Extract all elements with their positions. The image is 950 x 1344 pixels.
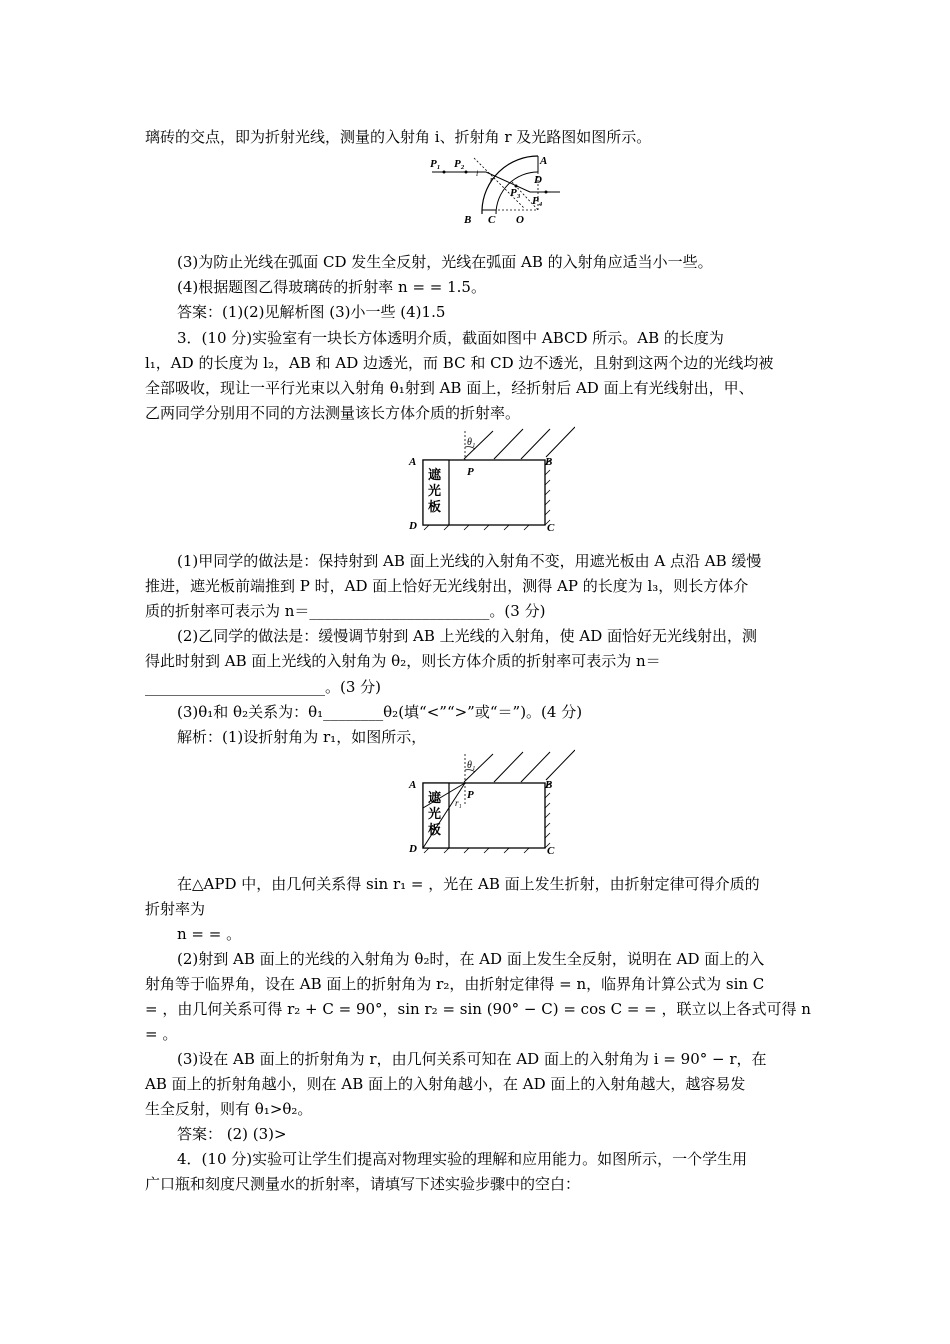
- text-line-6: l₁，AD 的长度为 l₂，AB 和 AD 边透光，而 BC 和 CD 边不透光，且射到这两个边的光线均被: [145, 354, 774, 372]
- label-i: i: [476, 169, 479, 178]
- text-line-19: n = = 。: [177, 925, 242, 943]
- text-line-29: 广口瓶和刻度尺测量水的折射率，请填写下述实验步骤中的空白：: [145, 1175, 581, 1193]
- shade-char-2: 光: [428, 483, 442, 498]
- text-line-28: 4．(10 分)实验可让学生们提高对物理实验的理解和应用能力。如图所示，一个学生用: [177, 1150, 748, 1168]
- text-line-24: (3)设在 AB 面上的折射角为 r，由几何关系可知在 AD 面上的入射角为 i = 90° − r，在: [177, 1050, 767, 1068]
- text-line-23: = 。: [145, 1025, 178, 1043]
- label-d: D: [409, 520, 417, 532]
- text-line-26: 生全反射，则有 θ₁>θ₂。: [145, 1100, 313, 1118]
- shade-char-1: 遮: [428, 790, 442, 805]
- label-b: B: [464, 214, 472, 226]
- label-b: B: [545, 456, 553, 468]
- shade-char-3: 板: [428, 499, 442, 514]
- text-line-15: (3)θ₁和 θ₂关系为：θ₁________θ₂(填“<”“>”或“＝”)。(4 分): [177, 703, 583, 721]
- label-p1: P₁: [430, 158, 441, 170]
- text-line-18: 折射率为: [145, 900, 206, 918]
- label-p: P: [467, 466, 474, 478]
- label-c: C: [547, 522, 555, 534]
- normal-1: [474, 158, 524, 208]
- shade-char-3: 板: [428, 822, 442, 837]
- text-line-7: 全部吸收，现让一平行光束以入射角 θ₁射到 AB 面上，经折射后 AD 面上有光线射出，甲、: [145, 379, 754, 397]
- text-line-5: 3．(10 分)实验室有一块长方体透明介质，截面如图中 ABCD 所示。AB 的长度为: [177, 329, 724, 347]
- ray-3: [521, 429, 550, 459]
- label-p3: P₃: [510, 187, 521, 199]
- text-line-27: 答案： (2) (3)>: [177, 1125, 287, 1143]
- text-line-2: (3)为防止光线在弧面 CD 发生全反射，光线在弧面 AB 的入射角应适当小一些。: [177, 253, 713, 271]
- label-theta1: θ₁: [467, 437, 476, 448]
- text-line-3: (4)根据题图乙得玻璃砖的折射率 n = = 1.5。: [177, 278, 486, 296]
- ray-2: [494, 752, 523, 782]
- label-o: O: [516, 214, 524, 226]
- label-a: A: [540, 155, 548, 167]
- label-d: D: [409, 843, 417, 855]
- text-line-1: 璃砖的交点，即为折射光线，测量的入射角 i、折射角 r 及光路图如图所示。: [145, 128, 652, 146]
- ray-4: [546, 750, 575, 780]
- text-line-9: (1)甲同学的做法是：保持射到 AB 面上光线的入射角不变，用遮光板由 A 点沿 AB 缓慢: [177, 552, 762, 570]
- text-line-14: ________________________。(3 分): [145, 678, 382, 696]
- label-a: A: [409, 456, 417, 468]
- label-p2: P₂: [454, 158, 465, 170]
- label-r: r: [490, 175, 494, 184]
- arc-outer: [482, 156, 538, 214]
- text-line-8: 乙两同学分别用不同的方法测量该长方体介质的折射率。: [145, 404, 521, 422]
- figure-rectangle-solution: [405, 748, 575, 863]
- label-p: P: [467, 789, 474, 801]
- text-line-11: 质的折射率可表示为 n＝________________________。(3 分): [145, 602, 546, 620]
- text-line-17: 在△APD 中，由几何关系得 sin r₁ = ，光在 AB 面上发生折射，由折射定律可得介质的: [177, 875, 760, 893]
- label-c: C: [488, 214, 496, 226]
- label-p4: P₄: [532, 195, 543, 207]
- ray-2: [494, 429, 523, 459]
- text-line-13: 得此时射到 AB 面上光线的入射角为 θ₂，则长方体介质的折射率可表示为 n＝: [145, 652, 661, 670]
- text-line-12: (2)乙同学的做法是：缓慢调节射到 AB 上光线的入射角，使 AD 面恰好无光线射出，测: [177, 627, 758, 645]
- text-line-20: (2)射到 AB 面上的光线的入射角为 θ₂时，在 AD 面上发生全反射，说明在 AD 面上的入: [177, 950, 765, 968]
- shade-char-2: 光: [428, 806, 442, 821]
- label-a: A: [409, 779, 417, 791]
- ray-4: [546, 427, 575, 457]
- text-line-10: 推进，遮光板前端推到 P 时，AD 面上恰好无光线射出，测得 AP 的长度为 l₃，则长方体介: [145, 577, 749, 595]
- label-r1: r₁: [455, 798, 462, 808]
- text-line-25: AB 面上的折射角越小，则在 AB 面上的入射角越小，在 AD 面上的入射角越大，越容易发: [145, 1075, 746, 1093]
- label-c: C: [547, 845, 555, 857]
- text-line-21: 射角等于临界角，设在 AB 面上的折射角为 r₂，由折射定律得 = n，临界角计算公式为 sin C: [145, 975, 765, 993]
- figure-semicircle-refraction: [420, 152, 570, 228]
- text-line-16: 解析：(1)设折射角为 r₁，如图所示，: [177, 728, 427, 746]
- label-b: B: [545, 779, 553, 791]
- shade-char-1: 遮: [428, 467, 442, 482]
- label-d: D: [534, 174, 542, 186]
- text-line-4: 答案：(1)(2)见解析图 (3)小一些 (4)1.5: [177, 303, 446, 321]
- ray-3: [521, 752, 550, 782]
- label-theta1: θ₁: [467, 760, 476, 771]
- figure-rectangle-medium: [405, 425, 575, 540]
- text-line-22: = ，由几何关系可得 r₂ + C = 90°，sin r₂ = sin (90° − C) = cos C = = ，联立以上各式可得 n: [145, 1000, 811, 1018]
